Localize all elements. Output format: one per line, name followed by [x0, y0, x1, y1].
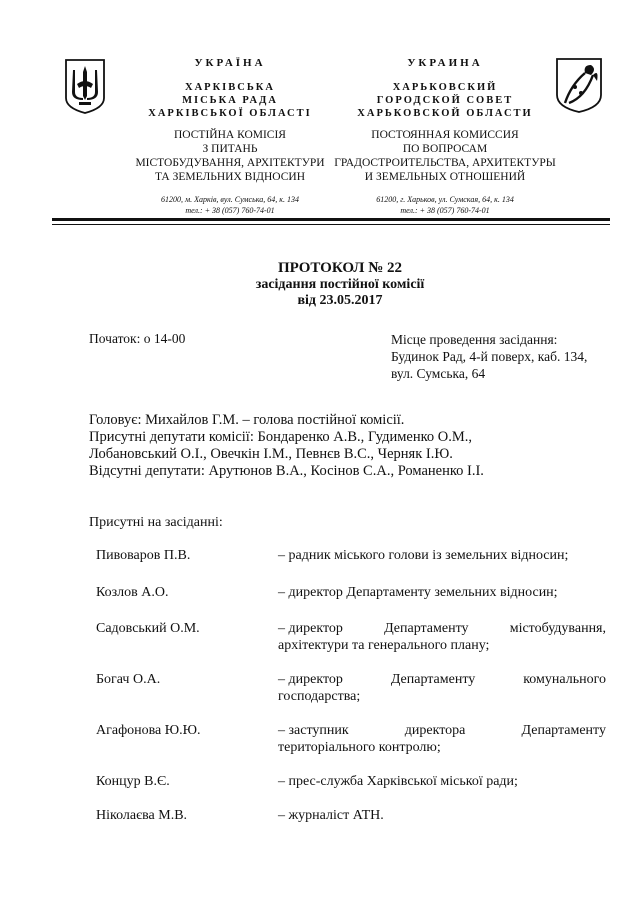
word: містобудування, — [509, 621, 606, 636]
word: комісії: — [208, 429, 254, 445]
role-line: господарства; — [278, 689, 361, 704]
attendee-role — [278, 722, 606, 756]
role-line: – радник міського голови із земельних відносин; — [278, 548, 569, 563]
commission-line: ПО ВОПРОСАМ — [402, 143, 488, 155]
address-line: 61200, м. Харків, вул. Сумська, 64, к. 134 — [161, 195, 299, 204]
present-deputies-line-2: Лобановський О.І., Овечкін І.М., Певнєв В.С., Черняк І.Ю. — [89, 446, 453, 462]
word: Департаменту — [384, 621, 469, 636]
commission-line: МІСТОБУДУВАННЯ, АРХІТЕКТУРИ — [135, 157, 325, 169]
attendee-name: Ніколаєва М.В. — [96, 808, 188, 823]
header-russian — [330, 57, 560, 216]
chair-line: Головує: Михайлов Г.М. – голова постійної комісії. — [89, 412, 405, 428]
place-label: Місце проведення засідання: — [391, 332, 558, 347]
commission-line: З ПИТАНЬ — [202, 143, 258, 155]
role-line: територіального контролю; — [278, 740, 441, 755]
attendee-name: Садовський О.М. — [96, 621, 200, 636]
attendee-name: Богач О.А. — [96, 672, 161, 687]
address-line: 61200, г. Харьков, ул. Сумская, 64, к. 134 — [376, 195, 514, 204]
council-line: ГОРОДСКОЙ СОВЕТ — [376, 95, 514, 106]
present-at-meeting-label: Присутні на засіданні: — [89, 515, 223, 530]
council-line: МІСЬКА РАДА — [182, 95, 278, 106]
meeting-place — [391, 331, 587, 382]
place-line: вул. Сумська, 64 — [391, 366, 486, 381]
council-line: ХАРКІВСЬКА — [184, 82, 275, 93]
commission-line: ТА ЗЕМЕЛЬНИХ ВІДНОСИН — [154, 171, 306, 183]
phone-line: тел.: + 38 (057) 760-74-01 — [185, 206, 275, 215]
word: Гудименко — [367, 429, 435, 445]
attendee-role — [278, 584, 606, 601]
word: О.М., — [437, 429, 473, 445]
header-divider-thin — [52, 224, 610, 225]
council-line: ХАРКІВСЬКОЇ ОБЛАСТІ — [148, 108, 312, 119]
kharkiv-coat-of-arms-icon — [555, 57, 603, 113]
place-line: Будинок Рад, 4-й поверх, каб. 134, — [391, 349, 588, 364]
present-deputies-line — [89, 429, 605, 446]
attendee-role — [278, 671, 606, 705]
word: комунального — [523, 672, 606, 687]
attendee-role — [278, 547, 606, 564]
word: А.В., — [333, 429, 365, 445]
protocol-title — [150, 260, 530, 309]
word: директора — [404, 723, 466, 738]
council-line: ХАРЬКОВСКОЙ ОБЛАСТИ — [357, 108, 533, 119]
attendee-role — [278, 620, 606, 654]
country-name-ua: УКРАЇНА — [194, 57, 266, 69]
word: Бондаренко — [257, 429, 330, 445]
commission-line: ПОСТІЙНА КОМІСІЯ — [174, 129, 286, 141]
protocol-subtitle: засідання постійної комісії — [255, 277, 425, 292]
role-line — [278, 620, 606, 637]
start-time: Початок: о 14-00 — [89, 331, 186, 346]
word: Присутні — [89, 429, 147, 445]
commission-name-ua — [120, 128, 340, 184]
attendee-role — [278, 807, 606, 824]
commission-line: ПОСТОЯННАЯ КОМИССИЯ — [371, 129, 519, 141]
absent-deputies-line: Відсутні депутати: Арутюнов В.А., Косінов С.А., Романенко І.І. — [89, 463, 484, 479]
header-divider-thick — [52, 218, 610, 221]
role-line — [278, 722, 606, 739]
word: – директор — [278, 672, 343, 687]
commission-line: И ЗЕМЕЛЬНЫХ ОТНОШЕНИЙ — [364, 171, 526, 183]
word: Департаменту — [390, 672, 476, 687]
address-ru — [330, 194, 560, 216]
council-name-ru — [330, 81, 560, 120]
commission-name-ru — [330, 128, 560, 184]
phone-line: тел.: + 38 (057) 760-74-01 — [400, 206, 490, 215]
attendee-name: Козлов А.О. — [96, 585, 169, 600]
ukraine-coat-of-arms-icon — [64, 58, 106, 114]
attendee-name: Концур В.Є. — [96, 774, 170, 789]
header-ukrainian — [120, 57, 340, 216]
council-name-ua — [120, 81, 340, 120]
attendee-role — [278, 773, 606, 790]
word: – директор — [278, 621, 343, 636]
attendee-name: Агафонова Ю.Ю. — [96, 723, 201, 738]
word: депутати — [149, 429, 206, 445]
word: – заступник — [278, 723, 349, 738]
role-line: – прес-служба Харківської міської ради; — [278, 774, 518, 789]
role-line — [278, 671, 606, 688]
word: Департаменту — [521, 723, 606, 738]
protocol-number: ПРОТОКОЛ № 22 — [277, 260, 403, 276]
attendee-name: Пивоваров П.В. — [96, 548, 191, 563]
role-line: архітектури та генерального плану; — [278, 638, 490, 653]
country-name-ru: УКРАИНА — [407, 57, 483, 69]
commission-line: ГРАДОСТРОИТЕЛЬСТВА, АРХИТЕКТУРЫ — [334, 157, 556, 169]
protocol-date: від 23.05.2017 — [297, 293, 383, 308]
attendance-paragraph — [89, 412, 605, 480]
council-line: ХАРЬКОВСКИЙ — [392, 82, 498, 93]
role-line: – журналіст АТН. — [278, 808, 384, 823]
address-ua — [120, 194, 340, 216]
role-line: – директор Департаменту земельних відносин; — [278, 585, 558, 600]
